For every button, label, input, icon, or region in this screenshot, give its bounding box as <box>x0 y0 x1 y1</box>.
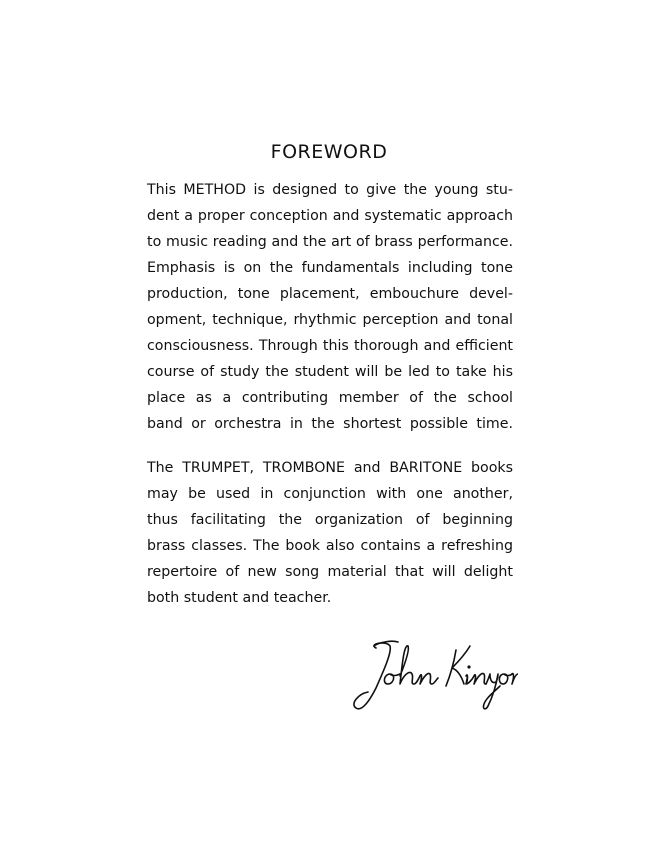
text-line: place as a contributing member of the school <box>147 390 513 406</box>
text-line: The TRUMPET, TROMBONE and BARITONE books <box>147 460 513 476</box>
text-line: Emphasis is on the fundamentals including tone <box>147 260 513 276</box>
paragraph-1 <box>147 177 513 437</box>
text-line: This METHOD is designed to give the young stu- <box>147 182 513 198</box>
text-line: brass classes. The book also contains a refreshing <box>147 538 513 554</box>
text-line: repertoire of new song material that will delight <box>147 564 513 580</box>
handwritten-signature <box>346 636 518 716</box>
text-line: consciousness. Through this thorough and efficient <box>147 338 513 354</box>
text-line: opment, technique, rhythmic perception and tonal <box>147 312 513 328</box>
text-line: thus facilitating the organization of beginning <box>147 512 513 528</box>
text-line: may be used in conjunction with one another, <box>147 486 513 502</box>
page-title: FOREWORD <box>270 141 388 163</box>
text-line: to music reading and the art of brass performance. <box>147 234 513 250</box>
paragraph-2 <box>147 455 513 611</box>
text-line: course of study the student will be led to take his <box>147 364 513 380</box>
text-line: production, tone placement, embouchure devel- <box>147 286 513 302</box>
text-line: band or orchestra in the shortest possible time. <box>147 416 513 432</box>
text-line: dent a proper conception and systematic approach <box>147 208 513 224</box>
text-line: both student and teacher. <box>147 590 332 606</box>
